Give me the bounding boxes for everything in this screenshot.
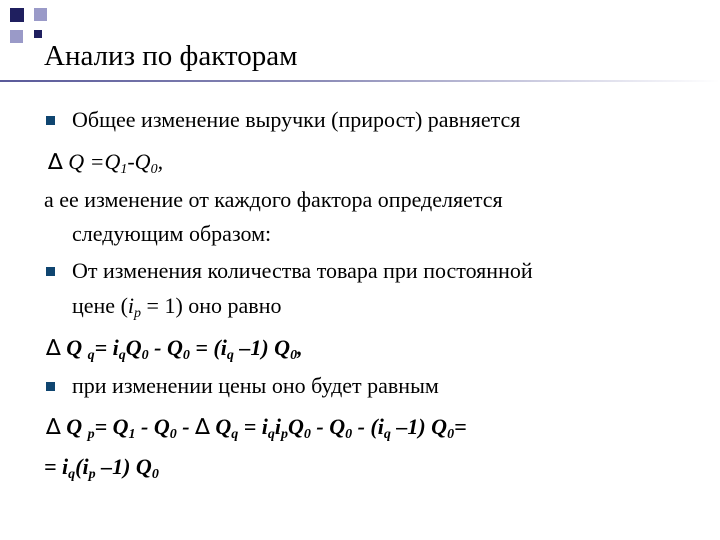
title-divider: [0, 80, 720, 82]
slide-title: Анализ по факторам: [44, 40, 298, 72]
bullet-icon: [46, 267, 55, 276]
decor-square-light-1: [34, 8, 47, 21]
text-line-8: при изменении цены оно будет равным: [72, 373, 439, 398]
decor-square-dark-1: [10, 8, 24, 22]
text-line-1: Общее изменение выручки (прирост) равняется: [72, 107, 521, 132]
formula-delta-q: ∆ $Q =Q_1-Q_0$,: [48, 149, 164, 177]
text-line-3: а ее изменение от каждого фактора определяется: [44, 187, 503, 212]
formula-delta-q-q: ∆ Q $_q= i_qQ_0 - Q_0 = (i_q$ –1) $Q_0$,: [46, 335, 303, 363]
formula-result: = $i_q(i_p$ –1) $Q_0$: [44, 454, 159, 482]
text-line-5: От изменения количества товара при постоянной: [72, 258, 533, 283]
formula-delta-q-p: ∆ Q $_p= Q_1 - Q_0$ - ∆ $Q_q = i_qi_pQ_0 - Q_0 - (i_q$ –1) $Q_0=$: [46, 414, 467, 442]
bullet-icon: [46, 116, 55, 125]
decor-square-light-2: [10, 30, 23, 43]
bullet-icon: [46, 382, 55, 391]
text-line-4: следующим образом:: [72, 221, 272, 246]
decor-square-dark-2: [34, 30, 42, 38]
text-line-6: цене $(i_p = 1)$ оно равно: [72, 293, 282, 321]
